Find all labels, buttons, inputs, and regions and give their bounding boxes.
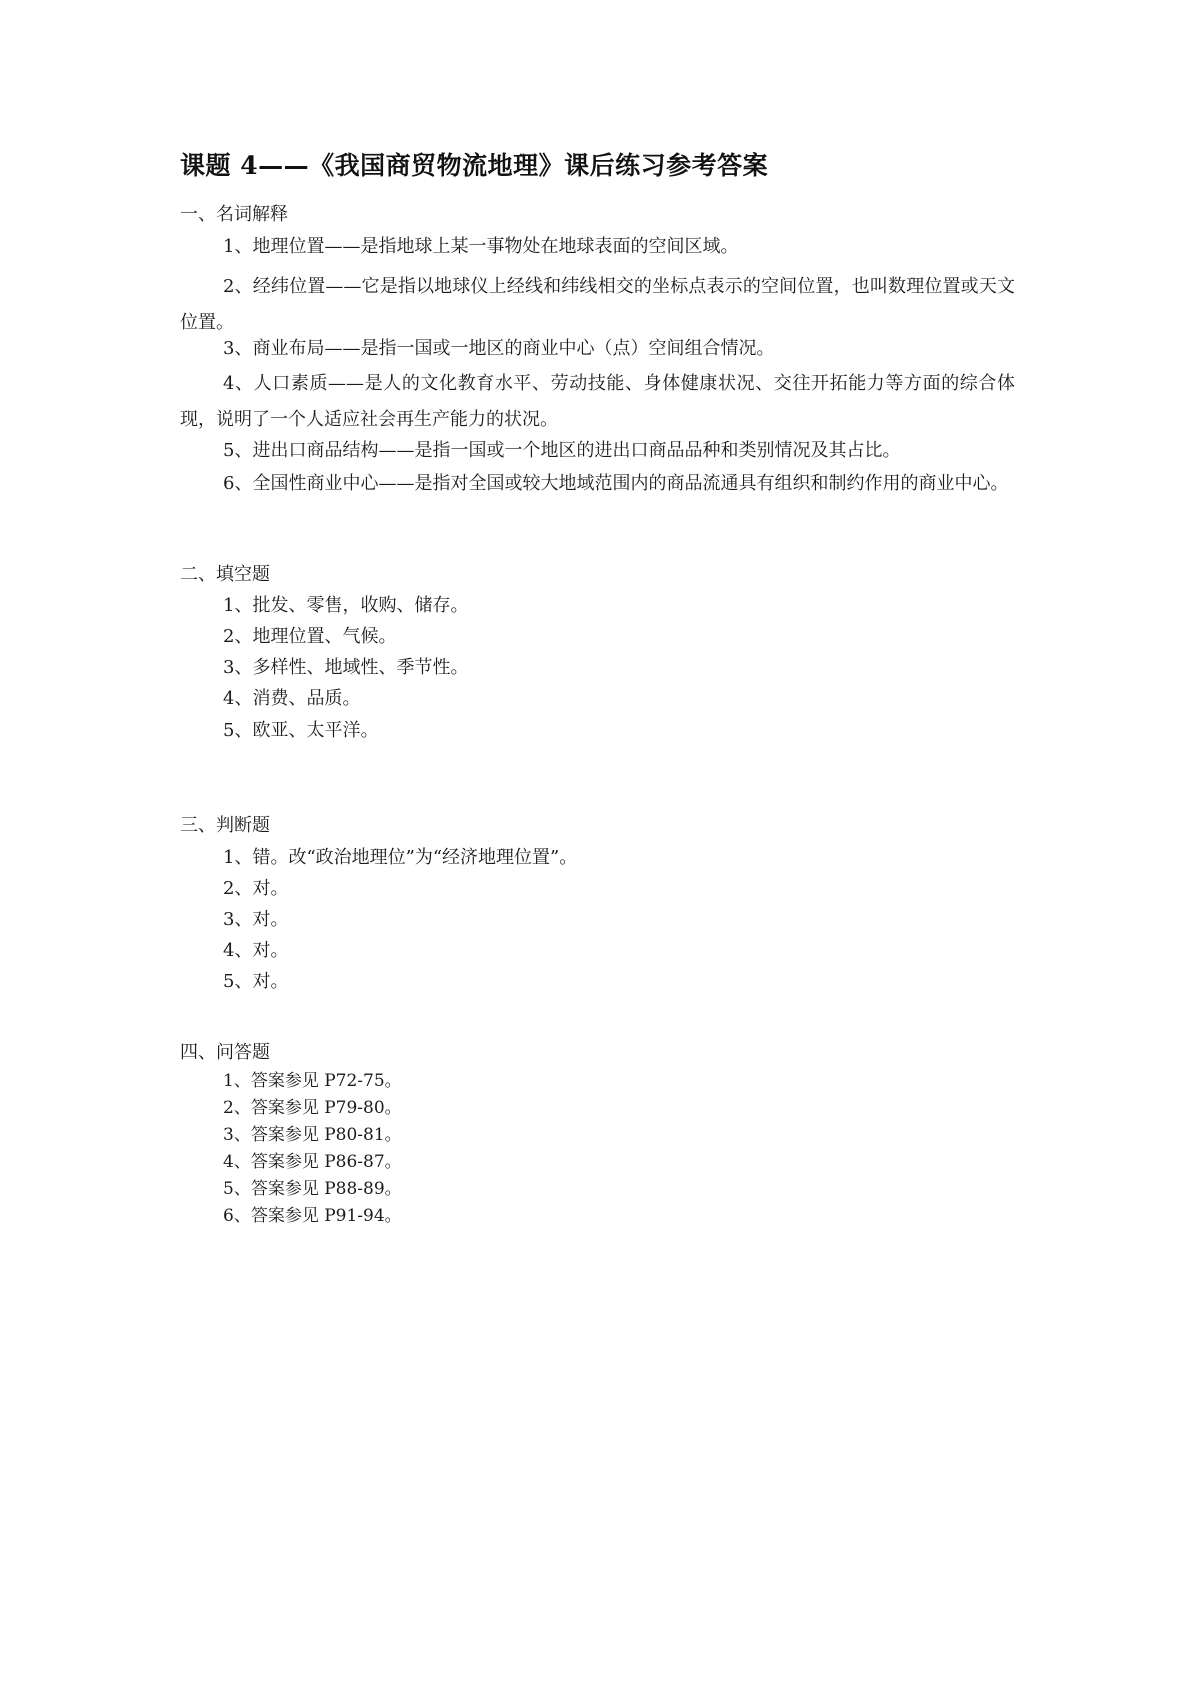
- answer-item: 4、对。: [223, 940, 289, 961]
- answer-item: 2、对。: [223, 878, 289, 899]
- page-title: 课题 4——《我国商贸物流地理》课后练习参考答案: [180, 151, 769, 180]
- answer-item: 3、多样性、地域性、季节性。: [223, 657, 469, 678]
- answer-item: 6、答案参见 P91-94。: [223, 1206, 402, 1226]
- answer-item: 5、答案参见 P88-89。: [223, 1179, 402, 1199]
- definition-item: 2、经纬位置——它是指以地球仪上经线和纬线相交的坐标点表示的空间位置，也叫数理位置或天文位置。: [180, 276, 1015, 333]
- answer-item: 1、答案参见 P72-75。: [223, 1071, 402, 1091]
- answer-item: 3、答案参见 P80-81。: [223, 1125, 402, 1145]
- answer-item: 4、答案参见 P86-87。: [223, 1152, 402, 1172]
- definition-item: 5、进出口商品结构——是指一国或一个地区的进出口商品品种和类别情况及其占比。: [223, 440, 901, 461]
- definition-item: 3、商业布局——是指一国或一地区的商业中心（点）空间组合情况。: [223, 338, 775, 359]
- section-heading-definitions: 一、名词解释: [180, 204, 288, 225]
- answer-item: 3、对。: [223, 909, 289, 930]
- answer-item: 1、批发、零售，收购、储存。: [223, 595, 469, 616]
- answer-item: 2、答案参见 P79-80。: [223, 1098, 402, 1118]
- section-heading-qa: 四、问答题: [180, 1042, 270, 1063]
- section-heading-fill-blank: 二、填空题: [180, 564, 270, 585]
- definition-item: 1、地理位置——是指地球上某一事物处在地球表面的空间区域。: [223, 236, 739, 257]
- answer-item: 5、欧亚、太平洋。: [223, 720, 379, 741]
- answer-item: 2、地理位置、气候。: [223, 626, 397, 647]
- answer-item: 5、对。: [223, 971, 289, 992]
- answer-item: 1、错。改“政治地理位”为“经济地理位置”。: [223, 847, 578, 868]
- definition-item: 6、全国性商业中心——是指对全国或较大地域范围内的商品流通具有组织和制约作用的商业中心。: [223, 473, 1009, 494]
- answer-item: 4、消费、品质。: [223, 688, 361, 709]
- section-heading-true-false: 三、判断题: [180, 815, 270, 836]
- definition-item: 4、人口素质——是人的文化教育水平、劳动技能、身体健康状况、交往开拓能力等方面的综合体现，说明了一个人适应社会再生产能力的状况。: [180, 373, 1015, 430]
